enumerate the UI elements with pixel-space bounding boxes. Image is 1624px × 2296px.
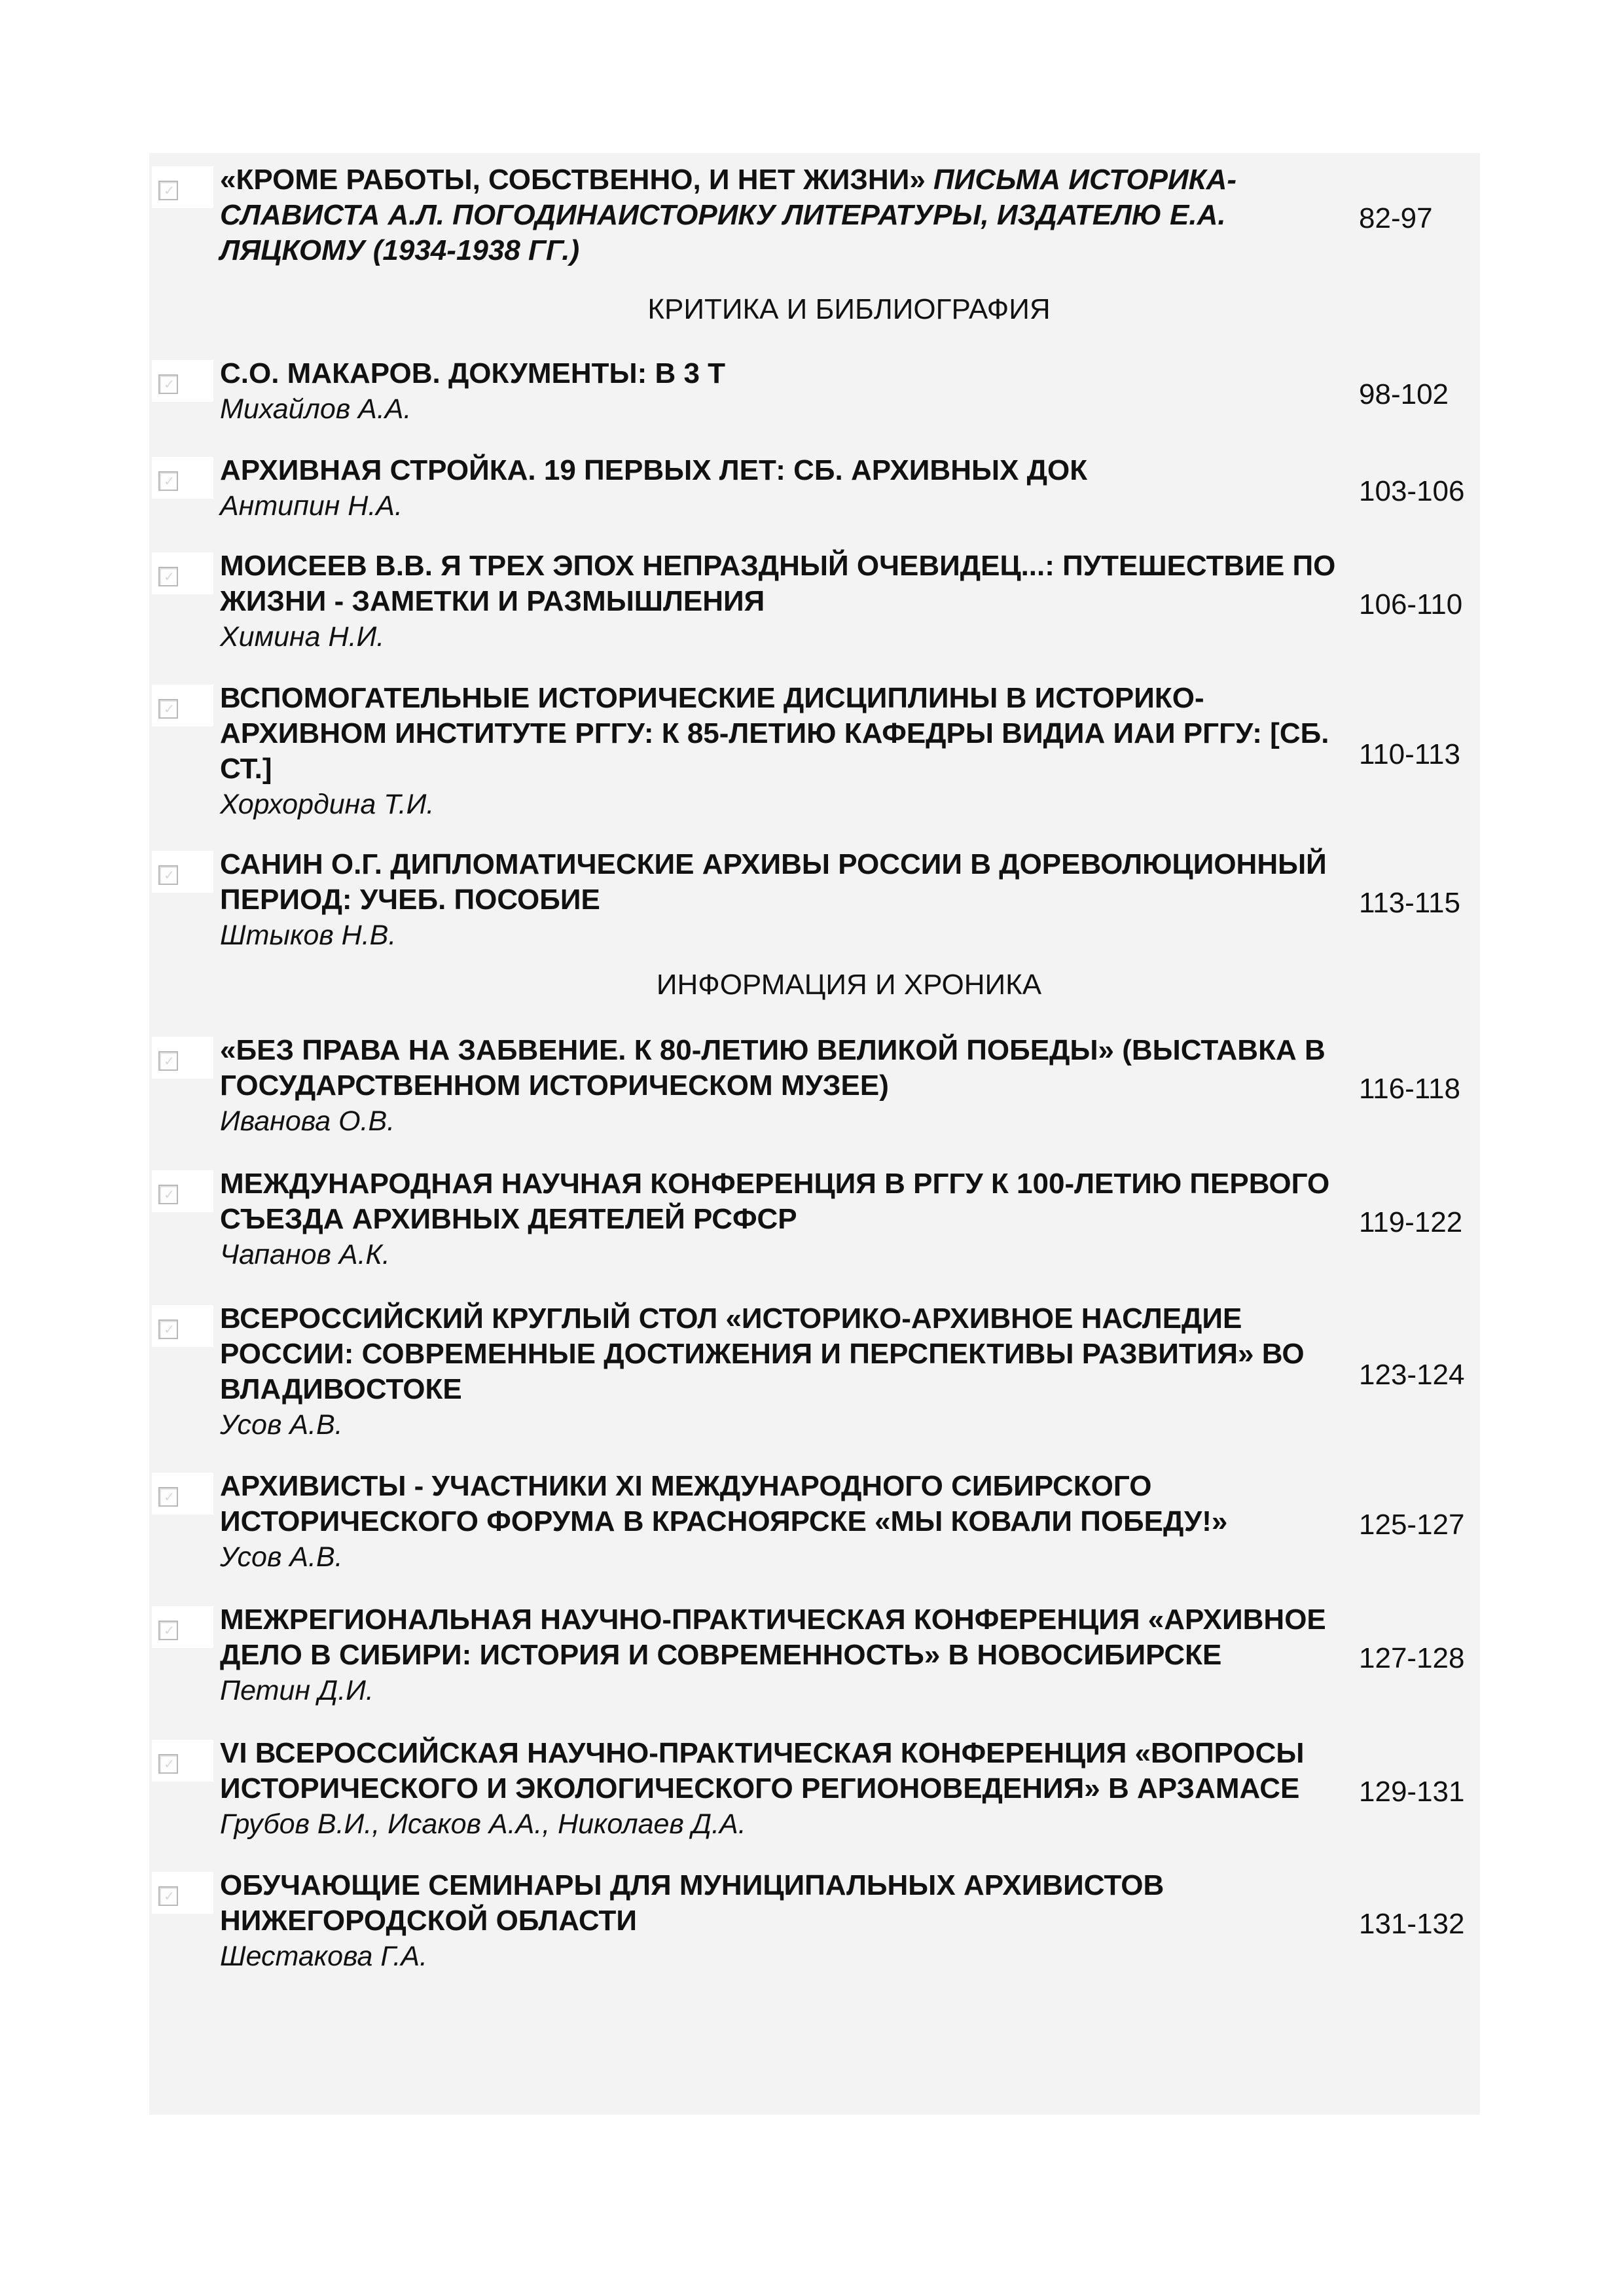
checkbox-cell (149, 453, 220, 524)
entry-author: Штыков Н.В. (220, 920, 397, 951)
entry-text (220, 1469, 1359, 1575)
entry-title-text: МОИСЕЕВ В.В. Я ТРЕХ ЭПОХ НЕПРАЗДНЫЙ ОЧЕВИДЕЦ...: ПУТЕШЕСТВИЕ ПО ЖИЗНИ - ЗАМЕТКИ И РАЗМЫШЛЕНИЯ (220, 550, 1336, 617)
toc-entry (149, 356, 1480, 453)
select-entry-checkbox[interactable] (158, 699, 178, 719)
checkbox-cell (149, 681, 220, 822)
checkbox-icon: ✓ (164, 1624, 175, 1638)
entry-title[interactable] (220, 1469, 1359, 1539)
entry-author: Усов А.В. (220, 1541, 343, 1573)
entry-author: Хорхордина Т.И. (220, 789, 435, 820)
page-range: 129-131 (1359, 1776, 1465, 1808)
select-entry-checkbox[interactable] (158, 1487, 178, 1507)
select-entry-checkbox[interactable] (158, 1185, 178, 1204)
page-range-cell (1359, 548, 1480, 655)
toc-entry (149, 1602, 1480, 1736)
entry-title-text: МЕЖРЕГИОНАЛЬНАЯ НАУЧНО-ПРАКТИЧЕСКАЯ КОНФЕРЕНЦИЯ «АРХИВНОЕ ДЕЛО В СИБИРИ: ИСТОРИЯ И СОВРЕМЕННОСТЬ» В НОВОСИБИРСКЕ (220, 1604, 1326, 1671)
toc-entry (149, 1868, 1480, 1974)
page-range-cell (1359, 356, 1480, 427)
page-range: 110-113 (1359, 738, 1460, 770)
entry-title-text: АРХИВИСТЫ - УЧАСТНИКИ XI МЕЖДУНАРОДНОГО СИБИРСКОГО ИСТОРИЧЕСКОГО ФОРУМА В КРАСНОЯРСКЕ «МЫ КОВАЛИ ПОБЕДУ!» (220, 1470, 1228, 1537)
entry-author: Усов А.В. (220, 1409, 343, 1441)
checkbox-icon: ✓ (164, 1188, 175, 1202)
entry-text (220, 548, 1359, 655)
page-range-cell (1359, 453, 1480, 524)
page-range-cell (1359, 1469, 1480, 1575)
select-entry-checkbox[interactable] (158, 1886, 178, 1906)
entry-title-italic: ПИСЬМА ИСТОРИКА-СЛАВИСТА А.Л. ПОГОДИНАИСТОРИКУ ЛИТЕРАТУРЫ, ИЗДАТЕЛЮ Е.А. ЛЯЦКОМУ (1934-1938 ГГ.) (220, 164, 1237, 266)
entry-author: Антипин Н.А. (220, 490, 403, 522)
entry-text (220, 681, 1359, 822)
page-range-cell (1359, 847, 1480, 953)
page-range: 106-110 (1359, 588, 1463, 620)
entry-title-text: «КРОМЕ РАБОТЫ, СОБСТВЕННО, И НЕТ ЖИЗНИ» (220, 164, 934, 196)
entry-text (220, 1868, 1359, 1974)
select-entry-checkbox[interactable] (158, 1051, 178, 1071)
toc-entry (149, 1033, 1480, 1166)
entry-title-text: АРХИВНАЯ СТРОЙКА. 19 ПЕРВЫХ ЛЕТ: СБ. АРХИВНЫХ ДОК (220, 454, 1088, 486)
page-range-cell (1359, 1736, 1480, 1842)
checkbox-icon: ✓ (164, 1757, 175, 1772)
checkbox-icon: ✓ (164, 1054, 175, 1069)
checkbox-icon: ✓ (164, 1890, 175, 1904)
entry-title-text: МЕЖДУНАРОДНАЯ НАУЧНАЯ КОНФЕРЕНЦИЯ В РГГУ К 100-ЛЕТИЮ ПЕРВОГО СЪЕЗДА АРХИВНЫХ ДЕЯТЕЛЕЙ РСФСР (220, 1168, 1330, 1235)
entry-title-text: VI ВСЕРОССИЙСКАЯ НАУЧНО-ПРАКТИЧЕСКАЯ КОНФЕРЕНЦИЯ «ВОПРОСЫ ИСТОРИЧЕСКОГО И ЭКОЛОГИЧЕСКОГО РЕГИОНОВЕДЕНИЯ» В АРЗАМАСЕ (220, 1737, 1305, 1804)
checkbox-cell (149, 162, 220, 268)
toc-entry (149, 1736, 1480, 1868)
entry-author: Михайлов А.А. (220, 393, 412, 425)
entry-title[interactable] (220, 1301, 1359, 1407)
checkbox-cell (149, 1033, 220, 1139)
page-range: 119-122 (1359, 1206, 1463, 1238)
checkbox-cell (149, 1469, 220, 1575)
entry-title[interactable] (220, 1033, 1359, 1103)
checkbox-cell (149, 847, 220, 953)
entry-title-text: ВСПОМОГАТЕЛЬНЫЕ ИСТОРИЧЕСКИЕ ДИСЦИПЛИНЫ В ИСТОРИКО-АРХИВНОМ ИНСТИТУТЕ РГГУ: К 85-ЛЕТИЮ КАФЕДРЫ ВИДИА ИАИ РГГУ: [СБ. СТ.] (220, 682, 1329, 785)
checkbox-cell (149, 1736, 220, 1842)
entry-title-text: ВСЕРОССИЙСКИЙ КРУГЛЫЙ СТОЛ «ИСТОРИКО-АРХИВНОЕ НАСЛЕДИЕ РОССИИ: СОВРЕМЕННЫЕ ДОСТИЖЕНИЯ И ПЕРСПЕКТИВЫ РАЗВИТИЯ» ВО ВЛАДИВОСТОКЕ (220, 1302, 1305, 1405)
page-range: 113-115 (1359, 887, 1460, 919)
entry-text (220, 1736, 1359, 1842)
page-range-cell (1359, 1033, 1480, 1139)
toc-entry (149, 453, 1480, 548)
select-entry-checkbox[interactable] (158, 567, 178, 586)
entry-title[interactable] (220, 1736, 1359, 1806)
entry-text (220, 356, 1359, 427)
entry-title[interactable] (220, 681, 1359, 787)
toc-entry (149, 1301, 1480, 1469)
checkbox-cell (149, 548, 220, 655)
entry-title-text: С.О. МАКАРОВ. ДОКУМЕНТЫ: В 3 Т (220, 357, 726, 389)
entry-title[interactable] (220, 453, 1359, 488)
entry-author: Грубов В.И., Исаков А.А., Николаев Д.А. (220, 1808, 746, 1840)
select-entry-checkbox[interactable] (158, 1754, 178, 1774)
checkbox-icon: ✓ (164, 1323, 175, 1337)
select-entry-checkbox[interactable] (158, 1319, 178, 1339)
toc-entry (149, 162, 1480, 292)
entry-text (220, 1033, 1359, 1139)
entry-title-text: «БЕЗ ПРАВА НА ЗАБВЕНИЕ. К 80-ЛЕТИЮ ВЕЛИКОЙ ПОБЕДЫ» (ВЫСТАВКА В ГОСУДАРСТВЕННОМ ИСТОРИЧЕСКОМ МУЗЕЕ) (220, 1034, 1326, 1102)
checkbox-icon: ✓ (164, 1490, 175, 1505)
page-range: 103-106 (1359, 475, 1465, 507)
page-range: 123-124 (1359, 1359, 1465, 1391)
entry-text (220, 1301, 1359, 1443)
entry-author: Шестакова Г.А. (220, 1941, 427, 1972)
checkbox-icon: ✓ (164, 378, 175, 392)
checkbox-icon: ✓ (164, 869, 175, 883)
checkbox-cell (149, 1301, 220, 1443)
page-range-cell (1359, 1602, 1480, 1708)
entry-text (220, 453, 1359, 524)
page-range-cell (1359, 1166, 1480, 1272)
checkbox-icon: ✓ (164, 702, 175, 717)
page-range: 131-132 (1359, 1908, 1465, 1940)
checkbox-cell (149, 1868, 220, 1974)
select-entry-checkbox[interactable] (158, 374, 178, 394)
toc-entry (149, 847, 1480, 967)
entry-title[interactable] (220, 356, 1359, 391)
entry-author: Химина Н.И. (220, 621, 385, 653)
entry-text (220, 162, 1359, 268)
select-entry-checkbox[interactable] (158, 471, 178, 491)
select-entry-checkbox[interactable] (158, 865, 178, 885)
checkbox-cell (149, 1166, 220, 1272)
page-range: 82-97 (1359, 202, 1433, 234)
entry-title[interactable] (220, 1602, 1359, 1673)
select-entry-checkbox[interactable] (158, 181, 178, 200)
checkbox-icon: ✓ (164, 184, 175, 198)
entry-title[interactable] (220, 847, 1359, 918)
entry-author: Иванова О.В. (220, 1105, 395, 1137)
entry-title[interactable] (220, 1166, 1359, 1237)
page-range-cell (1359, 681, 1480, 822)
checkbox-icon: ✓ (164, 570, 175, 584)
entry-author: Петин Д.И. (220, 1675, 374, 1706)
page-range: 116-118 (1359, 1073, 1460, 1105)
page-range: 127-128 (1359, 1642, 1465, 1674)
page-range-cell (1359, 1301, 1480, 1443)
entry-title[interactable] (220, 162, 1359, 268)
entry-title[interactable] (220, 1868, 1359, 1939)
toc-entry (149, 681, 1480, 847)
toc-entry (149, 548, 1480, 681)
checkbox-cell (149, 356, 220, 427)
toc-entry (149, 1166, 1480, 1301)
entry-text (220, 847, 1359, 953)
entry-text (220, 1602, 1359, 1708)
entry-author: Чапанов А.К. (220, 1239, 390, 1270)
toc-entry (149, 1469, 1480, 1602)
entry-title-text: ОБУЧАЮЩИЕ СЕМИНАРЫ ДЛЯ МУНИЦИПАЛЬНЫХ АРХИВИСТОВ НИЖЕГОРОДСКОЙ ОБЛАСТИ (220, 1869, 1164, 1937)
checkbox-cell (149, 1602, 220, 1708)
page-range-cell (1359, 162, 1480, 268)
section-heading: ИНФОРМАЦИЯ И ХРОНИКА (656, 969, 1042, 1001)
entry-text (220, 1166, 1359, 1272)
entry-title[interactable] (220, 548, 1359, 619)
table-of-contents (149, 153, 1480, 2115)
select-entry-checkbox[interactable] (158, 1621, 178, 1640)
page-range-cell (1359, 1868, 1480, 1974)
section-heading: КРИТИКА И БИБЛИОГРАФИЯ (647, 293, 1051, 325)
checkbox-icon: ✓ (164, 475, 175, 489)
page-range: 125-127 (1359, 1509, 1465, 1541)
page-range: 98-102 (1359, 378, 1449, 410)
entry-title-text: САНИН О.Г. ДИПЛОМАТИЧЕСКИЕ АРХИВЫ РОССИИ В ДОРЕВОЛЮЦИОННЫЙ ПЕРИОД: УЧЕБ. ПОСОБИЕ (220, 848, 1327, 916)
